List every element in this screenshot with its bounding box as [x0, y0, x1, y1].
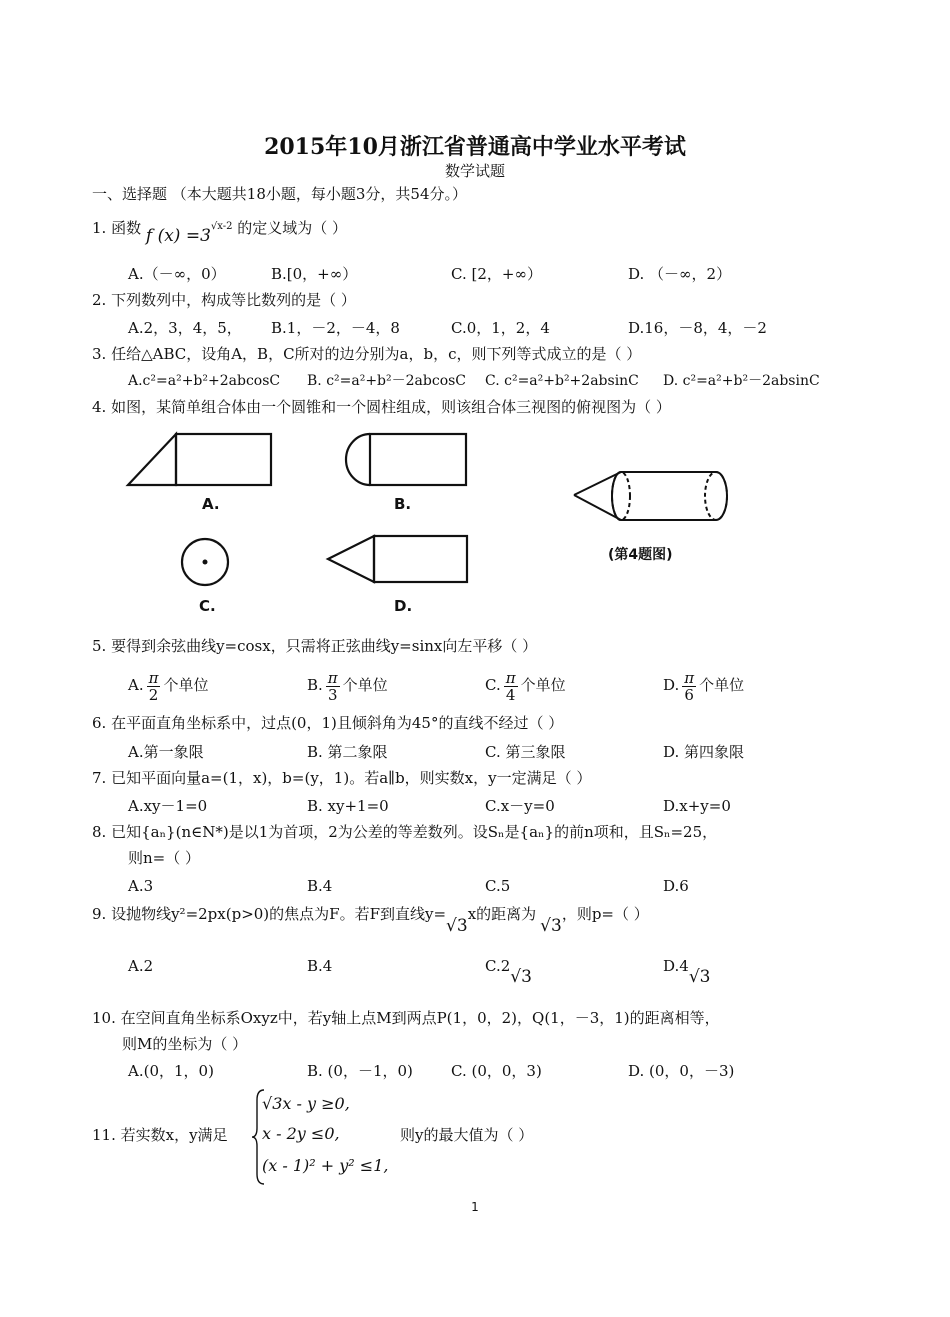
q11-constraint-1: √3x - y ≥0,	[262, 1094, 350, 1113]
q2-option-d: D.16，－8，4，－2	[628, 319, 767, 337]
q10-stem-line1: 10. 在空间直角坐标系Oxyz中，若y轴上点M到两点P(1，0，2)，Q(1，－3，1)的距离相等，	[92, 1009, 720, 1027]
exam-title: 2015年10月浙江省普通高中学业水平考试	[264, 134, 686, 160]
q9-stem-part2: x的距离为	[467, 905, 537, 923]
q8-option-c: C.5	[485, 877, 511, 895]
q3-option-d: D. c²=a²+b²－2absinC	[663, 373, 820, 389]
q3-option-c: C. c²=a²+b²+2absinC	[485, 373, 639, 389]
q8-option-d: D.6	[663, 877, 689, 895]
q6-option-d: D. 第四象限	[663, 743, 745, 761]
q5-option-a-unit: 个单位	[163, 676, 209, 694]
q5-option-c	[485, 665, 566, 705]
q2-option-b: B.1，－2，－4，8	[271, 319, 400, 337]
q9-sqrt3-b: √3	[540, 916, 562, 936]
q11-stem-start: 11. 若实数x，y满足	[92, 1126, 228, 1144]
q6-stem: 6. 在平面直角坐标系中，过点(0，1)且倾斜角为45°的直线不经过（ ）	[92, 714, 564, 732]
q4-label-a: A.	[202, 495, 220, 513]
q7-option-d: D.x+y=0	[663, 797, 731, 815]
q5-option-a-fraction: $\frac{\pi}{2}$	[148, 668, 159, 704]
q2-option-c: C.0，1，2，4	[451, 319, 550, 337]
q2-option-a: A.2，3，4，5，	[128, 319, 242, 337]
q5-option-d-unit: 个单位	[699, 676, 745, 694]
q4-option-a-figure	[120, 428, 280, 518]
q1-option-b: B.[0，+∞）	[271, 265, 358, 283]
q5-option-d-letter: D.	[663, 676, 680, 694]
q10-option-b: B. (0，－1，0)	[307, 1062, 413, 1080]
q1-exponent: √x-2	[210, 221, 233, 232]
q1-option-a: A.（－∞，0）	[128, 265, 226, 283]
q3-stem: 3. 任给△ABC，设角A，B，C所对的边分别为a，b，c，则下列等式成立的是（ ）	[92, 345, 642, 363]
q4-option-d-figure	[322, 530, 472, 600]
q4-stem: 4. 如图，某简单组合体由一个圆锥和一个圆柱组成，则该组合体三视图的俯视图为（ ）	[92, 398, 671, 416]
section-heading: 一、选择题 （本大题共18小题，每小题3分，共54分。）	[92, 185, 467, 203]
q11-constraint-3: (x - 1)² + y² ≤1,	[262, 1156, 389, 1175]
q9-stem-part3: ，则p=（ ）	[561, 905, 649, 923]
q5-option-c-fraction: $\frac{\pi}{4}$	[505, 668, 516, 704]
q9-option-c-label: C.2	[485, 957, 511, 975]
q8-option-b: B.4	[307, 877, 333, 895]
exam-subtitle: 数学试题	[444, 162, 505, 180]
q6-option-a: A.第一象限	[128, 743, 204, 761]
q7-option-a: A.xy－1=0	[128, 797, 208, 815]
q9-option-d	[663, 956, 711, 987]
q10-stem-line2: 则M的坐标为（ ）	[122, 1035, 248, 1053]
q2-stem: 2. 下列数列中，构成等比数列的是（ ）	[92, 291, 356, 309]
q5-option-c-unit: 个单位	[520, 676, 566, 694]
q9-option-a: A.2	[128, 957, 154, 975]
q1-option-c: C. [2，+∞）	[451, 265, 542, 283]
q3-option-b: B. c²=a²+b²－2abcosC	[307, 373, 467, 389]
q9-option-d-sqrt3: √3	[688, 967, 711, 987]
q1-stem-end: 的定义域为（ ）	[237, 219, 348, 237]
page-number: 1	[471, 1200, 479, 1214]
q11-constraint-2: x - 2y ≤0,	[262, 1124, 340, 1143]
q8-stem-line1: 8. 已知{aₙ}(n∈N*)是以1为首项，2为公差的等差数列。设Sₙ是{aₙ}的前n项和，且Sₙ=25，	[92, 823, 718, 841]
q5-option-a	[128, 665, 208, 705]
q5-stem: 5. 要得到余弦曲线y=cosx，只需将正弦曲线y=sinx向左平移（ ）	[92, 637, 538, 655]
q4-label-c: C.	[199, 597, 216, 615]
q11-stem-end: 则y的最大值为（ ）	[400, 1126, 534, 1144]
q10-option-d: D. (0，0，－3)	[628, 1062, 735, 1080]
q1-formula: f (x) =3	[145, 226, 211, 246]
q4-option-c-figure	[170, 528, 240, 598]
q5-option-b-fraction: $\frac{\pi}{3}$	[327, 668, 338, 704]
q8-stem-line2: 则n=（ ）	[128, 849, 200, 867]
q7-option-b: B. xy+1=0	[307, 797, 389, 815]
q10-option-a: A.(0，1，0)	[128, 1062, 214, 1080]
q3-option-a: A.c²=a²+b²+2abcosC	[128, 373, 281, 389]
q7-option-c: C.x－y=0	[485, 797, 555, 815]
q5-option-c-letter: C.	[485, 676, 501, 694]
q4-label-d: D.	[394, 597, 413, 615]
q4-solid-figure	[566, 462, 741, 532]
q5-option-b	[307, 665, 388, 705]
q1-stem-start: 1. 函数	[92, 219, 142, 237]
q9-option-d-label: D.4	[663, 957, 689, 975]
q5-option-a-letter: A.	[128, 676, 144, 694]
q7-stem: 7. 已知平面向量a=(1，x)，b=(y，1)。若a∥b，则实数x，y一定满足（ ）	[92, 769, 592, 787]
q9-sqrt3-a: √3	[446, 916, 468, 936]
q5-option-d	[663, 665, 744, 705]
q9-stem-part1: 9. 设抛物线y²=2px(p>0)的焦点为F。若F到直线y=	[92, 905, 447, 923]
q4-label-b: B.	[394, 495, 412, 513]
q6-option-c: C. 第三象限	[485, 743, 566, 761]
q9-option-b: B.4	[307, 957, 333, 975]
q8-option-a: A.3	[128, 877, 154, 895]
q10-option-c: C. (0，0，3)	[451, 1062, 542, 1080]
q5-option-b-unit: 个单位	[342, 676, 388, 694]
q1-option-d: D. （－∞，2）	[628, 265, 732, 283]
q5-option-d-fraction: $\frac{\pi}{6}$	[684, 668, 695, 704]
q9-option-c	[485, 956, 532, 987]
q9-option-c-sqrt3: √3	[510, 967, 532, 987]
q1-stem	[92, 215, 348, 246]
q6-option-b: B. 第二象限	[307, 743, 388, 761]
q9-stem	[92, 904, 649, 936]
q4-figure-caption: (第4题图)	[608, 547, 673, 563]
q5-option-b-letter: B.	[307, 676, 323, 694]
